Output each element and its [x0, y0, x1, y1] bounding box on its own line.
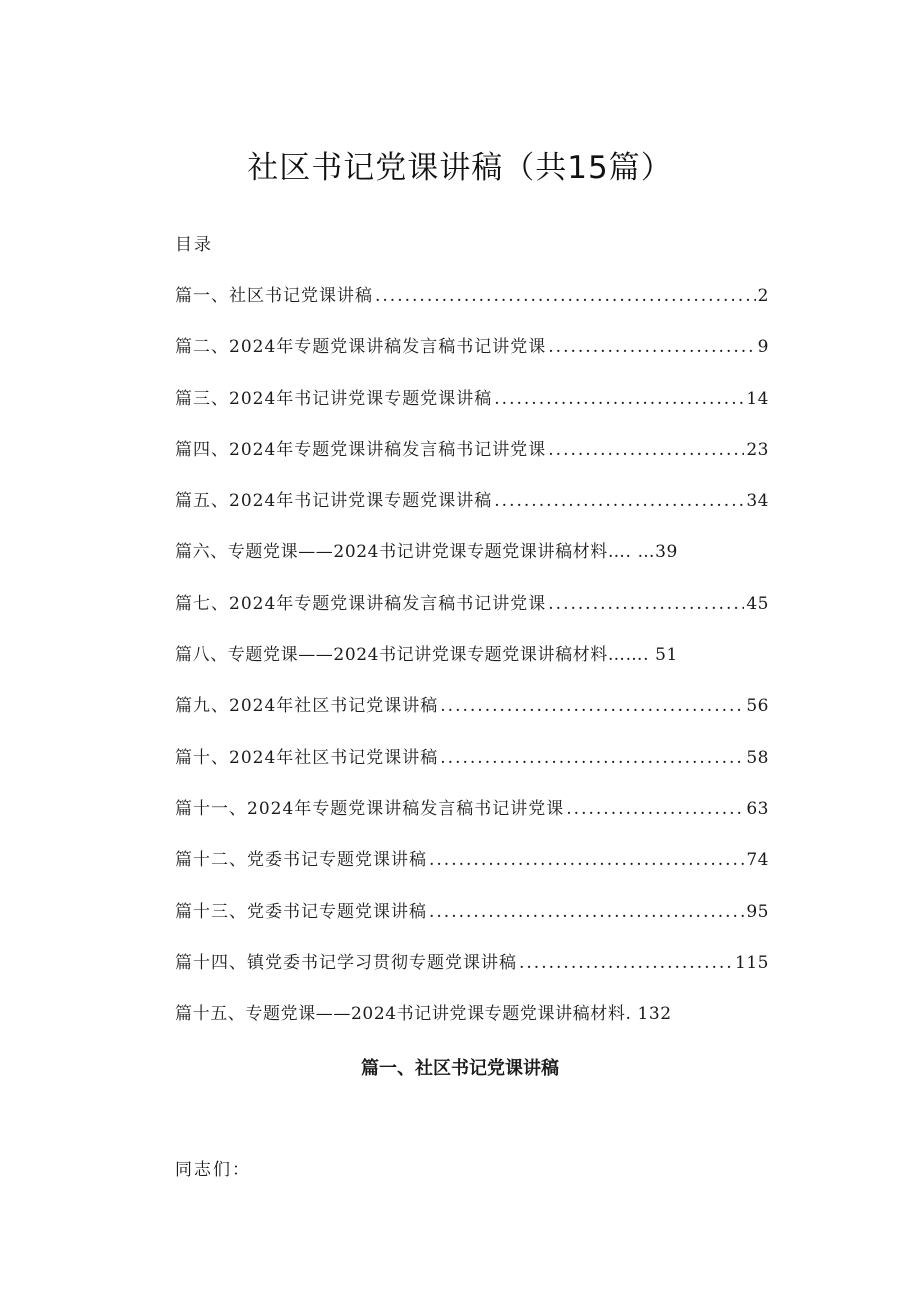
salutation: 同志们：	[175, 1160, 251, 1180]
section-heading: 篇一、社区书记党课讲稿	[361, 1058, 559, 1079]
toc-entry[interactable]	[175, 743, 769, 794]
toc-entry[interactable]	[175, 435, 769, 486]
toc-entry-label: 篇一、社区书记党课讲稿	[175, 286, 373, 306]
toc-entry-label: 篇十二、党委书记专题党课讲稿	[175, 850, 427, 871]
toc-entry-label: 篇十一、2024年专题党课讲稿发言稿书记讲党课	[175, 798, 565, 819]
toc-dot-leader	[440, 691, 744, 721]
toc-entry-label: 篇三、2024年书记讲党课专题党课讲稿	[175, 388, 493, 409]
toc-dot-leader	[494, 384, 744, 414]
table-of-contents	[175, 281, 769, 1050]
toc-entry-label: 篇十四、镇党委书记学习贯彻专题党课讲稿	[175, 952, 517, 973]
toc-entry[interactable]	[175, 999, 769, 1050]
toc-heading: 目录	[175, 235, 213, 255]
toc-dot-leader	[548, 589, 744, 619]
toc-dot-leader	[566, 794, 744, 824]
toc-entry-label: 篇九、2024年社区书记党课讲稿	[175, 696, 439, 717]
toc-entry-label: 篇二、2024年专题党课讲稿发言稿书记讲党课	[175, 337, 547, 358]
toc-entry[interactable]	[175, 897, 769, 948]
toc-entry-label: 篇四、2024年专题党课讲稿发言稿书记讲党课	[175, 439, 547, 460]
toc-dot-leader	[548, 435, 744, 465]
toc-dot-leader	[429, 897, 744, 927]
page-title: 社区书记党课讲稿（共15篇）	[247, 150, 673, 186]
toc-entry[interactable]	[175, 281, 769, 332]
toc-entry-label: 篇十、2024年社区书记党课讲稿	[175, 747, 439, 768]
toc-entry-page: 56	[746, 696, 769, 717]
toc-dot-leader	[494, 486, 744, 516]
toc-entry[interactable]	[175, 948, 769, 999]
toc-dot-leader	[440, 743, 744, 773]
toc-entry[interactable]	[175, 589, 769, 640]
toc-entry-label: 篇十五、专题党课——2024书记讲党课专题党课讲稿材料. 132	[175, 1004, 672, 1025]
toc-dot-leader	[429, 845, 744, 875]
toc-entry-page: 14	[746, 388, 769, 409]
toc-entry[interactable]	[175, 794, 769, 845]
toc-entry-page: 2	[757, 286, 769, 306]
toc-entry-page: 95	[746, 901, 769, 922]
toc-entry[interactable]	[175, 691, 769, 742]
toc-entry-page: 63	[746, 798, 769, 819]
toc-entry-label: 篇五、2024年书记讲党课专题党课讲稿	[175, 491, 493, 512]
toc-entry-page: 45	[746, 593, 769, 614]
toc-entry-page: 74	[746, 850, 769, 871]
toc-entry[interactable]	[175, 332, 769, 383]
toc-dot-leader	[519, 948, 733, 978]
toc-entry-label: 篇七、2024年专题党课讲稿发言稿书记讲党课	[175, 593, 547, 614]
toc-entry-label: 篇八、专题党课——2024书记讲党课专题党课讲稿材料……. 51	[175, 645, 678, 666]
toc-entry-page: 115	[735, 952, 769, 973]
toc-entry-label: 篇六、专题党课——2024书记讲党课专题党课讲稿材料…. …39	[175, 542, 678, 563]
toc-entry-page: 34	[746, 491, 769, 512]
toc-entry-label: 篇十三、党委书记专题党课讲稿	[175, 901, 427, 922]
toc-entry[interactable]	[175, 384, 769, 435]
toc-entry-page: 58	[746, 747, 769, 768]
toc-entry[interactable]	[175, 845, 769, 896]
toc-entry[interactable]	[175, 486, 769, 537]
toc-entry-page: 9	[757, 337, 769, 358]
toc-entry[interactable]	[175, 640, 769, 691]
toc-entry-page: 23	[746, 439, 769, 460]
toc-dot-leader	[375, 281, 756, 311]
toc-entry[interactable]	[175, 537, 769, 588]
toc-dot-leader	[548, 332, 755, 362]
